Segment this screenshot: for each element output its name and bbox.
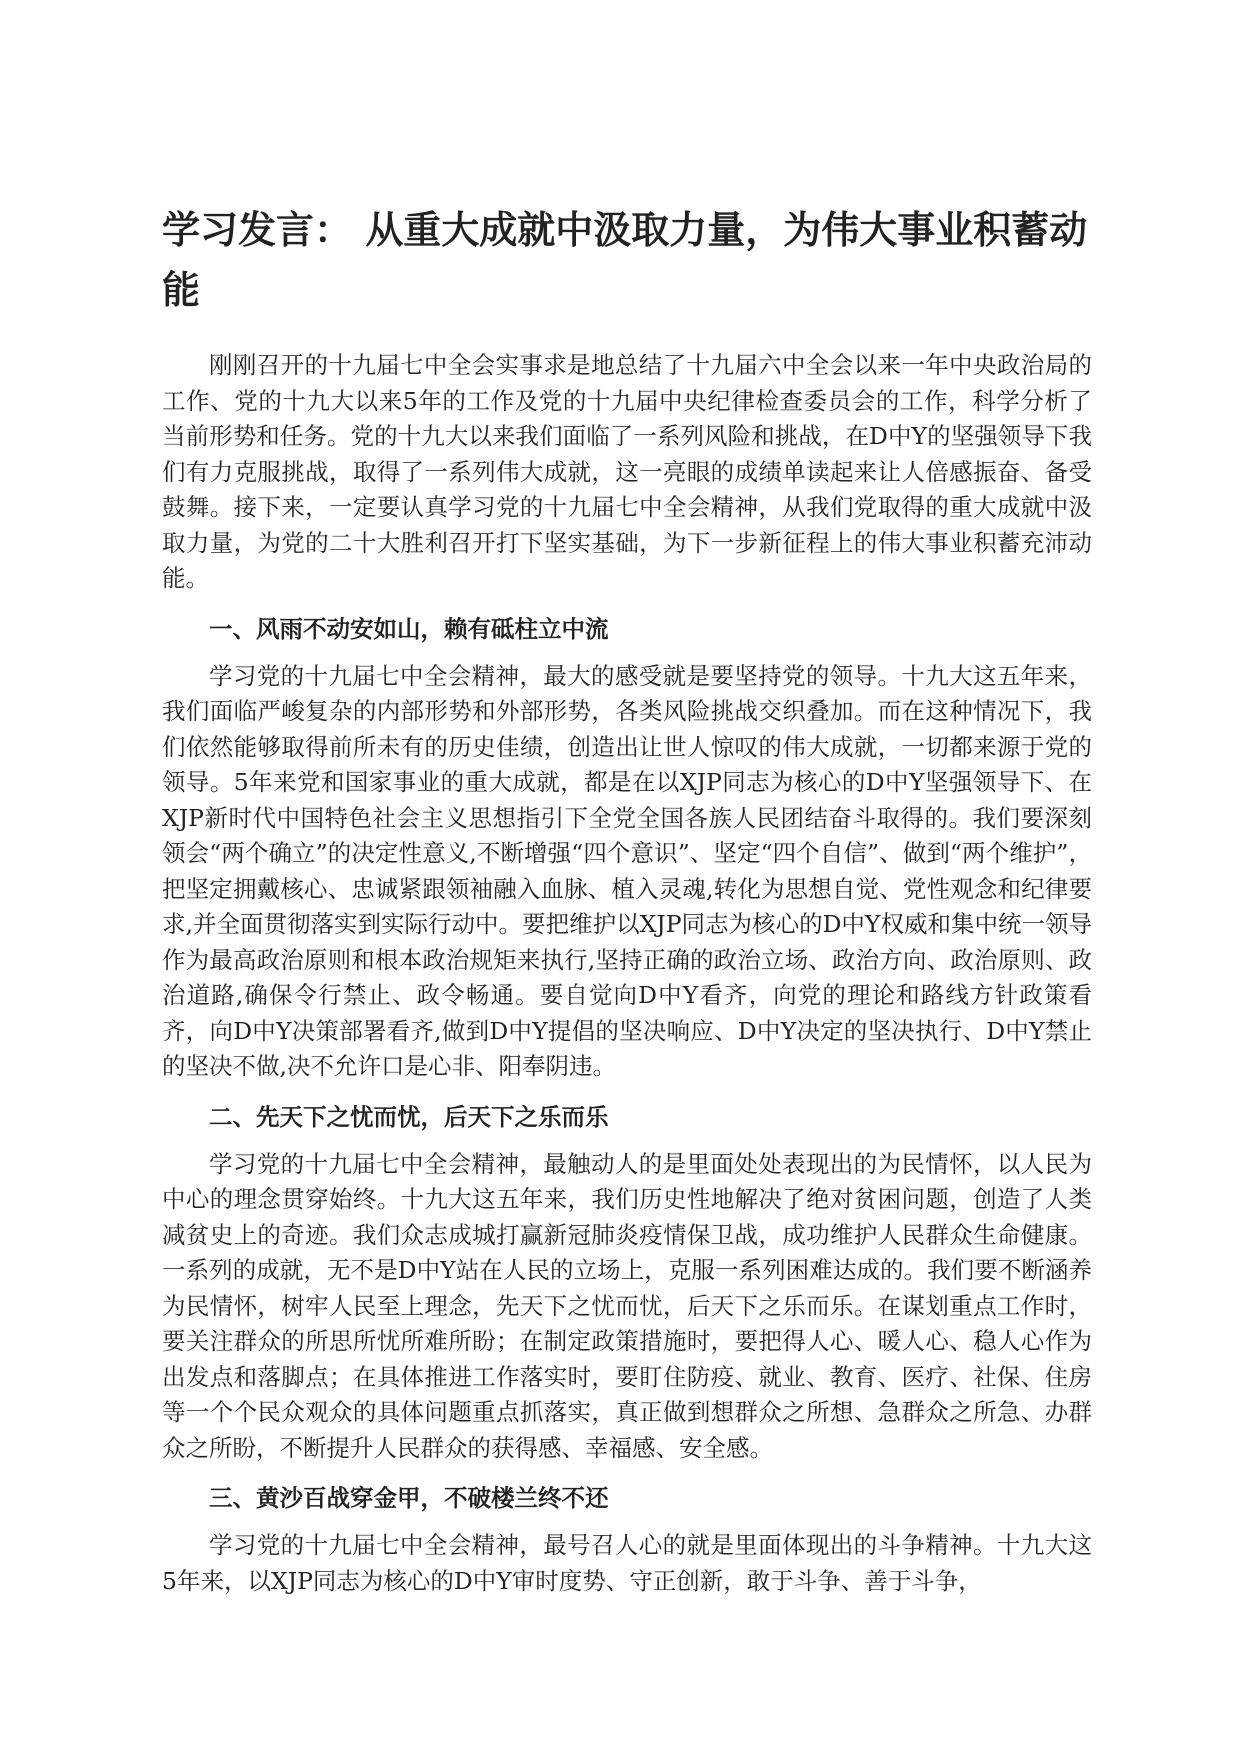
- section-3-body: 学习党的十九届七中全会精神，最号召人心的就是里面体现出的斗争精神。十九大这5年来，以XJP同志为核心的D中Y审时度势、守正创新，敢于斗争、善于斗争，: [162, 1531, 1092, 1595]
- section-2-body: 学习党的十九届七中全会精神，最触动人的是里面处处表现出的为民情怀，以人民为中心的理念贯穿始终。十九大这五年来，我们历史性地解决了绝对贫困问题，创造了人类减贫史上的奇迹。我们众志成城打赢新冠肺炎疫情保卫战，成功维护人民群众生命健康。一系列的成就，无不是D中Y站在人民的立场上，克服一系列困难达成的。我们要不断涵养为民情怀，树牢人民至上理念，先天下之忧而忧，后天下之乐而乐。在谋划重点工作时，要关注群众的所思所忧所难所盼；在制定政策措施时，要把得人心、暖人心、稳人心作为出发点和落脚点；在具体推进工作落实时，要盯住防疫、就业、教育、医疗、社保、住房等一个个民众观众的具体问题重点抓落实，真正做到想群众之所想、急群众之所急、办群众之所盼，不断提升人民群众的获得感、幸福感、安全感。: [162, 1149, 1092, 1462]
- section-1-body: 学习党的十九届七中全会精神，最大的感受就是要坚持党的领导。十九大这五年来，我们面临严峻复杂的内部形势和外部形势，各类风险挑战交织叠加。而在这种情况下，我们依然能够取得前所未有的历史佳绩，创造出让世人惊叹的伟大成就，一切都来源于党的领导。5年来党和国家事业的重大成就，都是在以XJP同志为核心的D中Y坚强领导下、在XJP新时代中国特色社会主义思想指引下全党全国各族人民团结奋斗取得的。我们要深刻领会“两个确立”的决定性意义,不断增强“四个意识”、坚定“四个自信”、做到“两个维护”，把坚定拥戴核心、忠诚紧跟领袖融入血脉、植入灵魂,转化为思想自觉、党性观念和纪律要求,并全面贯彻落实到实际行动中。要把维护以XJP同志为核心的D中Y权威和集中统一领导作为最高政治原则和根本政治规矩来执行,坚持正确的政治立场、政治方向、政治原则、政治道路,确保令行禁止、政令畅通。要自觉向D中Y看齐，向党的理论和路线方针政策看齐，向D中Y决策部署看齐,做到D中Y提倡的坚决响应、D中Y决定的坚决执行、D中Y禁止的坚决不做,决不允许口是心非、阳奉阴违。: [162, 661, 1092, 1080]
- section-3-heading: 三、黄沙百战穿金甲，不破楼兰终不还: [209, 1484, 609, 1512]
- section-1-heading: 一、风雨不动安如山，赖有砥柱立中流: [209, 614, 609, 643]
- document-page: [162, 200, 1092, 1599]
- intro-paragraph: 刚刚召开的十九届七中全会实事求是地总结了十九届六中全会以来一年中央政治局的工作、党的十九大以来5年的工作及党的十九届中央纪律检查委员会的工作，科学分析了当前形势和任务。党的十九大以来我们面临了一系列风险和挑战，在D中Y的坚强领导下我们有力克服挑战，取得了一系列伟大成就，这一亮眼的成绩单读起来让人倍感振奋、备受鼓舞。接下来，一定要认真学习党的十九届七中全会精神，从我们党取得的重大成就中汲取力量，为党的二十大胜利召开打下坚实基础，为下一步新征程上的伟大事业积蓄充沛动能。: [162, 351, 1092, 592]
- section-2-heading: 二、先天下之忧而忧，后天下之乐而乐: [209, 1102, 609, 1131]
- document-title: 学习发言： 从重大成就中汲取力量，为伟大事业积蓄动能: [162, 208, 1088, 312]
